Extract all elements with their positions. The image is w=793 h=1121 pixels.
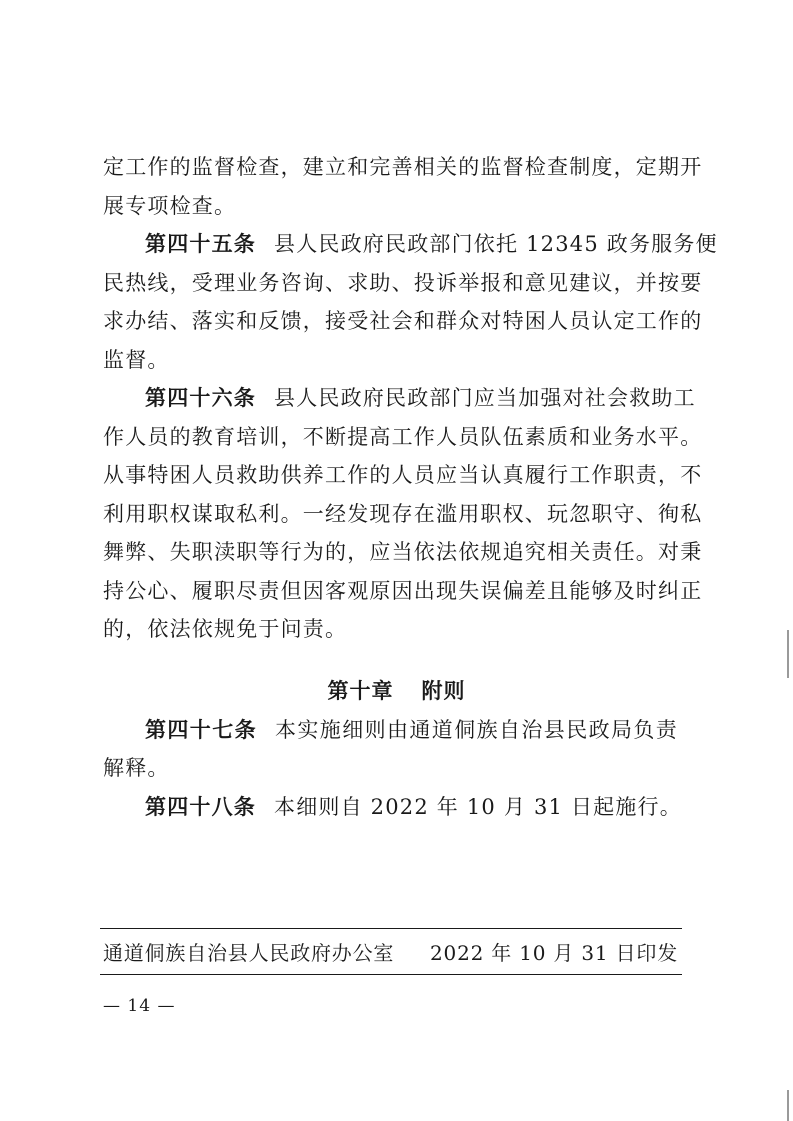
paragraph-line: 利用职权谋取私利。一经发现存在滥用职权、玩忽职守、徇私 (103, 502, 703, 526)
article-text: 县人民政府民政部门应当加强对社会救助工 (274, 386, 696, 410)
chapter-number: 第十章 (327, 678, 394, 703)
issuer-name: 通道侗族自治县人民政府办公室 (103, 941, 395, 965)
paragraph-line: 解释。 (103, 756, 170, 780)
article-label: 第四十八条 (145, 794, 256, 819)
scan-artifact (787, 630, 789, 678)
scan-artifact (787, 1090, 789, 1121)
paragraph-line: 持公心、履职尽责但因客观原因出现失误偏差且能够及时纠正 (103, 579, 703, 603)
article-label: 第四十七条 (145, 717, 257, 742)
paragraph-line: 舞弊、失职渎职等行为的，应当依法依规追究相关责任。对秉 (103, 540, 703, 564)
paragraph-line: 从事特困人员救助供养工作的人员应当认真履行工作职责，不 (103, 463, 703, 487)
article-45-first-line (145, 229, 718, 259)
paragraph-line: 监督。 (103, 348, 170, 372)
paragraph-line: 定工作的监督检查，建立和完善相关的监督检查制度，定期开 (103, 155, 703, 179)
paragraph-line: 求办结、落实和反馈，接受社会和群众对特困人员认定工作的 (103, 309, 703, 333)
article-text: 县人民政府民政部门依托 12345 政务服务便 (274, 232, 718, 256)
footer-top-rule (100, 928, 682, 929)
chapter-heading (0, 676, 793, 706)
article-label: 第四十六条 (145, 385, 256, 410)
issue-date: 2022 年 10 月 31 日印发 (430, 941, 678, 965)
paragraph-line: 展专项检查。 (103, 194, 237, 218)
article-48-first-line (145, 792, 682, 822)
paragraph-line: 民热线，受理业务咨询、求助、投诉举报和意见建议，并按要 (103, 271, 703, 295)
article-text: 本实施细则由通道侗族自治县民政局负责 (275, 718, 678, 742)
footer-bottom-rule (100, 974, 682, 975)
article-label: 第四十五条 (145, 231, 256, 256)
article-46-first-line (145, 383, 696, 413)
page-number: — 14 — (103, 996, 176, 1016)
chapter-title: 附则 (421, 678, 466, 703)
article-text: 本细则自 2022 年 10 月 31 日起施行。 (274, 795, 682, 819)
issuance-line (103, 938, 678, 968)
paragraph-line: 的，依法依规免于问责。 (103, 617, 348, 641)
article-47-first-line (145, 715, 678, 745)
paragraph-line: 作人员的教育培训，不断提高工作人员队伍素质和业务水平。 (103, 425, 703, 449)
